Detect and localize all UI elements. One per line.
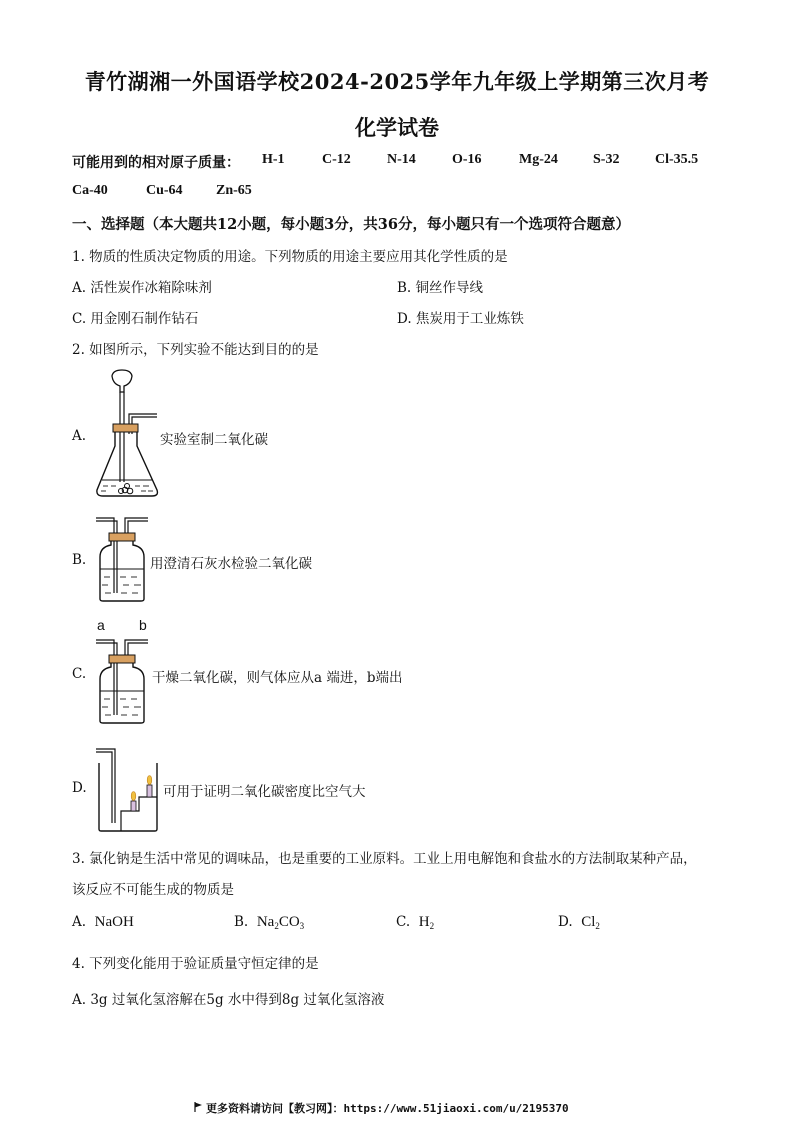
option-letter: A. [72,914,87,930]
question-2-option-a-letter: A. [72,428,87,444]
formula-subscript: 3 [299,921,305,931]
question-2-option-a-text: 实验室制二氧化碳 [160,432,268,448]
atomic-mass-item: N-14 [387,152,416,167]
section-heading: 一、选择题（本大题共12小题，每小题3分，共36分，每小题只有一个选项符合题意） [72,216,630,233]
question-1-option-d: D. 焦炭用于工业炼铁 [397,311,524,327]
formula [581,914,600,930]
formula: NaOH [94,914,134,930]
question-2-option-d-text: 可用于证明二氧化碳密度比空气大 [163,784,366,800]
formula-subscript: 2 [274,921,279,931]
question-2-option-c-text: 干燥二氧化碳，则气体应从a 端进，b端出 [152,670,403,686]
flag-icon [194,1102,203,1112]
atomic-mass-item: Ca-40 [72,183,108,198]
tube-label-a: a [97,617,105,633]
atomic-mass-item: C-12 [322,152,351,167]
question-3-option-a [72,914,134,931]
atomic-mass-item: Zn-65 [216,183,252,198]
question-3-option-c [396,914,434,931]
atomic-mass-label: 可能用到的相对原子质量： [72,155,240,171]
formula-part: CO [278,914,300,930]
question-1-stem: 1. 物质的性质决定物质的用途。下列物质的用途主要应用其化学性质的是 [72,249,508,265]
question-3-stem-line2: 该反应不可能生成的物质是 [72,882,234,898]
question-2-option-b-text: 用澄清石灰水检验二氧化碳 [150,556,312,572]
formula-part: H [418,914,430,930]
question-1-option-c: C. 用金刚石制作钻石 [72,311,199,327]
formula [419,914,434,930]
exam-subtitle: 化学试卷 [355,115,439,140]
formula-part: Cl [581,914,596,930]
formula-part: Na [256,914,275,930]
question-1-option-b: B. 铜丝作导线 [397,280,484,296]
atomic-mass-item: Cl-35.5 [655,152,699,167]
question-2-option-b-letter: B. [72,552,87,568]
atomic-mass-item: S-32 [593,152,620,167]
question-3-stem-line1: 3. 氯化钠是生活中常见的调味品，也是重要的工业原料。工业上用电解饱和食盐水的方法制取某种产品， [72,851,697,867]
question-3-option-b [234,914,304,931]
atomic-mass-item: O-16 [452,152,482,167]
atomic-mass-item: Mg-24 [519,152,558,167]
question-4-option-a: A. 3g 过氧化氢溶解在5g 水中得到8g 过氧化氢溶液 [72,992,385,1008]
drying-bottle [95,635,150,725]
formula-subscript: 2 [595,921,600,931]
co2-generation-apparatus [95,370,160,500]
question-2-option-c-letter: C. [72,666,87,682]
formula [257,914,304,930]
exam-title: 青竹湖湘一外国语学校2024-2025学年九年级上学期第三次月考 [84,69,710,94]
option-letter: C. [396,914,411,930]
atomic-mass-item: Cu-64 [146,183,183,198]
question-4-stem: 4. 下列变化能用于验证质量守恒定律的是 [72,956,319,972]
limewater-bottle [95,513,150,603]
option-letter: B. [234,914,249,930]
question-1-option-a: A. 活性炭作冰箱除味剂 [72,280,212,296]
footer-link[interactable]: 更多资料请访问【教习网】：https://www.51jiaoxi.com/u/2195370 [206,1102,569,1115]
tube-label-b: b [139,617,147,633]
candle-beaker [93,745,163,835]
question-2-stem: 2. 如图所示，下列实验不能达到目的的是 [72,342,319,358]
formula-subscript: 2 [429,921,435,931]
question-2-option-d-letter: D. [72,780,87,796]
atomic-mass-item: H-1 [262,152,285,167]
option-letter: D. [558,914,573,930]
question-3-option-d [558,914,600,931]
